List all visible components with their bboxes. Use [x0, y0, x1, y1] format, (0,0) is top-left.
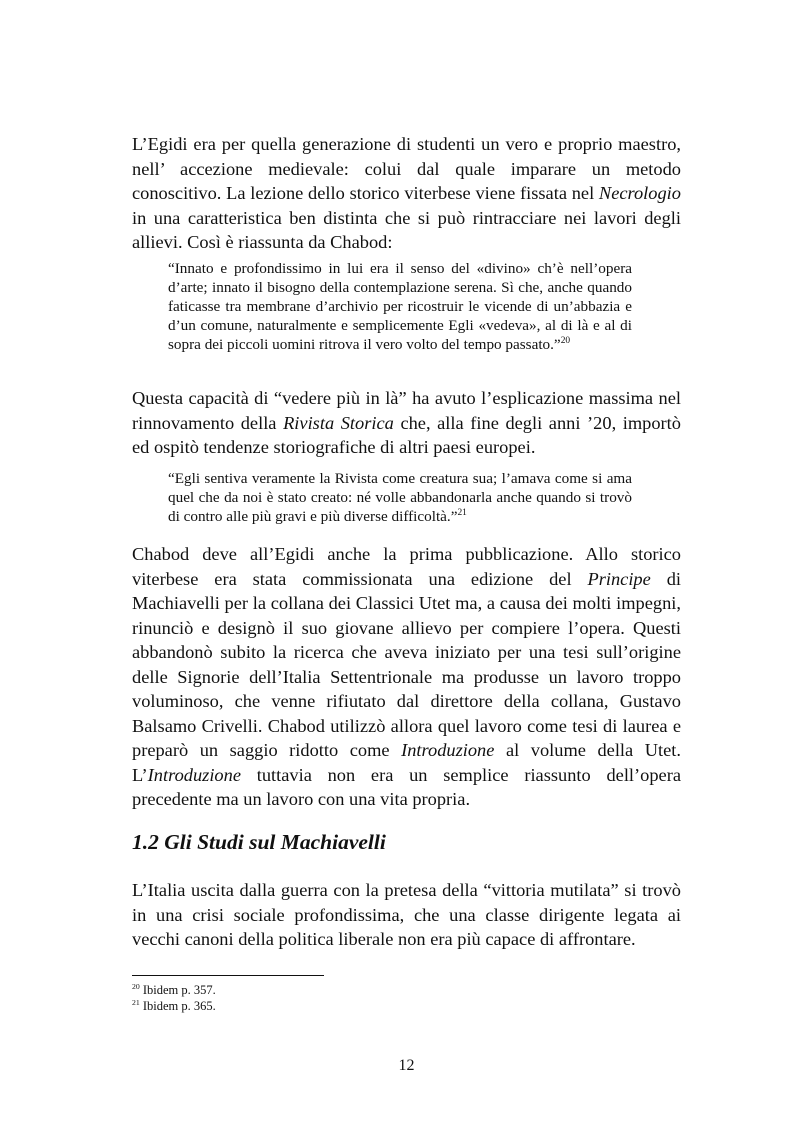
italic-title-introduzione-2: Introduzione: [147, 764, 241, 785]
footnote-20: [132, 983, 216, 998]
footnote-ref-21[interactable]: 21: [457, 507, 467, 518]
text-run: Chabod deve all’Egidi anche la prima pubblicazione. Allo storico viterbese era stata commissionata una edizione del: [132, 544, 681, 589]
italic-title-introduzione: Introduzione: [401, 740, 495, 760]
text-run: L’Italia uscita dalla guerra con la pretesa della “vittoria mutilata” si trovò in una crisi sociale profondissima, che una classe dirigente legata ai vecchi canoni della politica liberale non era più capace di affrontare.: [132, 880, 681, 949]
footnote-text: Ibidem p. 365.: [139, 999, 216, 1013]
text-run: Questa capacità di “vedere più in là” ha avuto l’esplicazione massima nel rinnovamento della: [132, 388, 681, 433]
footnote-21: [132, 999, 216, 1014]
text-run: di Machiavelli per la collana dei Classici Utet ma, a causa dei molti impegni, rinunciò e designò il suo giovane allievo per compiere l’opera. Questi abbandonò subito la ricerca che aveva iniziato per una tesi sull’origine delle Signorie dell’Italia Settentrionale ma produsse un lavoro troppo voluminoso, che venne rifiutato dal direttore della collana, Gustavo Balsamo Crivelli. Chabod utilizzò allora quel lavoro come tesi di laurea e preparò un saggio ridotto come: [132, 568, 682, 760]
page-number: 12: [398, 1057, 415, 1074]
footnote-text: Ibidem p. 357.: [139, 983, 216, 997]
italic-title-rivista-storica: Rivista Storica: [283, 412, 394, 433]
section-heading: 1.2 Gli Studi sul Machiavelli: [132, 830, 386, 854]
text-run: L’Egidi era per quella generazione di studenti un vero e proprio maestro, nell’ accezione medievale: colui dal quale imparare un metodo conoscitivo. La lezione dello storico viterbese viene fissata nel: [132, 134, 681, 203]
footnote-number: 20: [132, 981, 140, 991]
footnote-separator: [132, 975, 324, 976]
footnote-ref-20[interactable]: 20: [560, 335, 571, 346]
quote-text: “Egli sentiva veramente la Rivista come creatura sua; l’amava come si ama quel che da noi è stato creato: né volle abbandonarla anche quando si trovò di contro alle più gravi e più diverse difficoltà.”: [168, 470, 632, 525]
paragraph-italia-dopoguerra: [132, 878, 681, 952]
text-run: in una caratteristica ben distinta che si può rintracciare nei lavori degli allievi. Così è riassunta da Chabod:: [132, 207, 681, 252]
italic-title-necrologio: Necrologio: [598, 183, 681, 203]
block-quote-egidi-divino: [168, 259, 632, 354]
italic-title-principe: Principe: [587, 568, 651, 589]
paragraph-rivista-storica: [132, 386, 681, 460]
block-quote-rivista: [168, 469, 632, 526]
footnote-number: 21: [132, 997, 140, 1007]
quote-text: “Innato e profondissimo in lui era il senso del «divino» ch’è nell’opera d’arte; innato il bisogno della contemplazione serena. Sì che, anche quando faticasse tra membrane d’archivio per ricostruir le vicende di un’abbazia e d’un comune, naturalmente e semplicemente Egli «vedeva», al di là e al di sopra dei piccoli uomini ritrova il vero volto del tempo passato.”: [168, 260, 632, 353]
text-run: al volume della Utet. L’: [132, 740, 681, 785]
text-run: tuttavia non era un semplice riassunto dell’opera precedente ma un lavoro con una vita propria.: [132, 764, 681, 809]
paragraph-prima-pubblicazione: [132, 542, 681, 812]
paragraph-egidi-maestro: [132, 132, 681, 255]
text-run: che, alla fine degli anni ’20, importò ed ospitò tendenze storiografiche di altri paesi europei.: [132, 412, 681, 457]
